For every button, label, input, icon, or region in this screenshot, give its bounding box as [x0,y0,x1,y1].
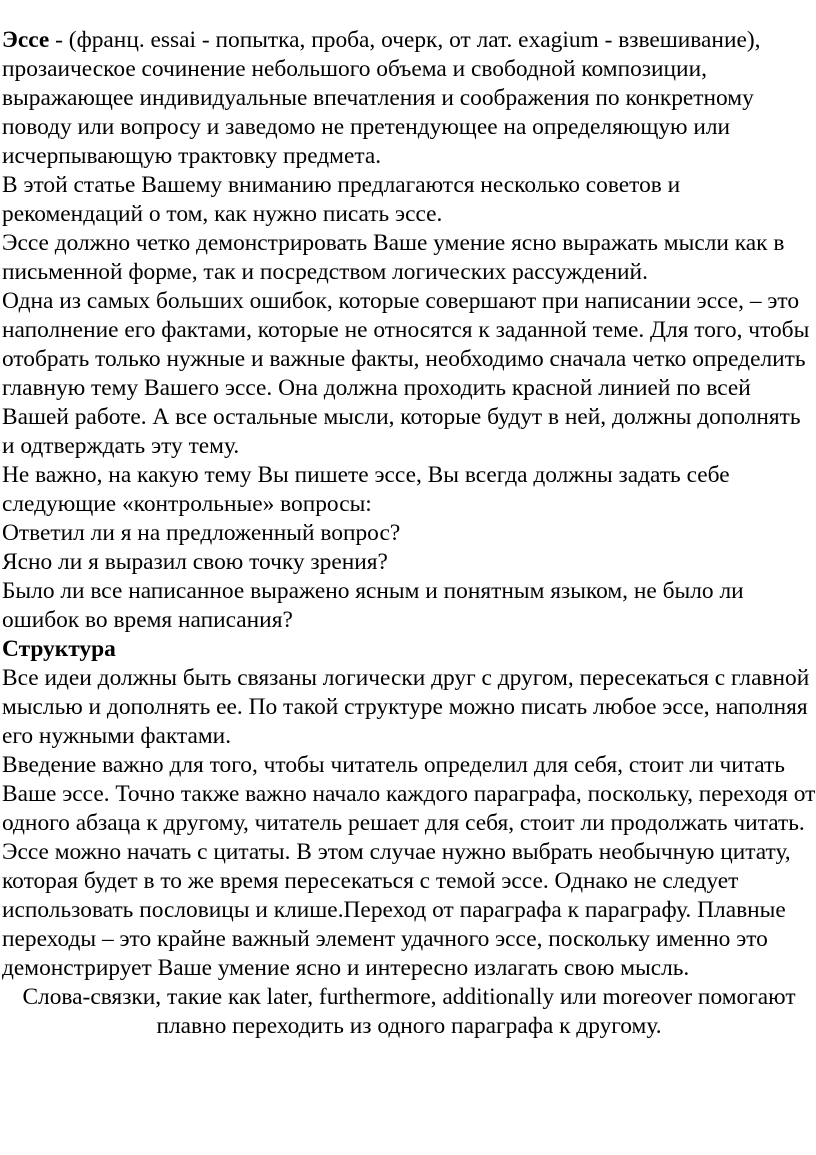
document-page [0,26,816,1041]
paragraph-demonstrate: Эссе должно четко демонстрировать Ваше умение ясно выражать мысли как в письменной форме, так и посредством логических рассуждений. [2,230,785,285]
paragraph-questions-intro: Не важно, на какую тему Вы пишете эссе, Вы всегда должны задать себе следующие «контрольные» вопросы: [2,462,730,517]
paragraph-structure-ideas: Все идеи должны быть связаны логически друг с другом, пересекаться с главной мыслью и дополнять ее. По такой структуре можно писать любое эссе, наполняя его нужными фактами. [2,665,810,749]
paragraph-closing-centered: Слова-связки, такие как later, furthermore, additionally или moreover помогают плавно переходить из одного параграфа к другому. [22,984,796,1039]
paragraph-mistakes: Одна из самых больших ошибок, которые совершают при написании эссе, – это наполнение его фактами, которые не относятся к заданной теме. Для того, чтобы отобрать только нужные и важные факты, необходимо сначала четко определить главную тему Вашего эссе. Она должна проходить красной линией по всей Вашей работе. А все остальные мысли, которые будут в ней, должны дополнять и одтверждать эту тему. [2,288,810,459]
paragraph-intro: В этой статье Вашему вниманию предлагаются несколько советов и рекомендаций о том, как нужно писать эссе. [2,172,681,227]
question-2: Ясно ли я выразил свою точку зрения? [2,549,388,575]
definition-paragraph [2,26,816,171]
question-1: Ответил ли я на предложенный вопрос? [2,520,401,546]
section-heading-structure: Структура [2,636,116,662]
question-3: Было ли все написанное выражено ясным и понятным языком, не было ли ошибок во время написания? [2,578,744,633]
paragraph-structure-intro: Введение важно для того, чтобы читатель определил для себя, стоит ли читать Ваше эссе. Точно также важно начало каждого параграфа, поскольку, переходя от одного абзаца к другому, читатель решает для себя, стоит ли продолжать читать. Эссе можно начать с цитаты. В этом случае нужно выбрать необычную цитату, которая будет в то же время пересекаться с темой эссе. Однако не следует использовать пословицы и клише.Переход от параграфа к параграфу. Плавные переходы – это крайне важный элемент удачного эссе, поскольку именно это демонстрирует Ваше умение ясно и интересно излагать свою мысль. [2,752,816,981]
definition-text: - (франц. essai - попытка, проба, очерк, от лат. exagium - взвешивание), прозаическое сочинение небольшого объема и свободной композиции, выражающее индивидуальные впечатления и соображения по конкретному поводу или вопросу и заведомо не претендующее на определяющую или исчерпывающую трактовку предмета. [2,27,761,169]
definition-term: Эссе [2,27,50,53]
